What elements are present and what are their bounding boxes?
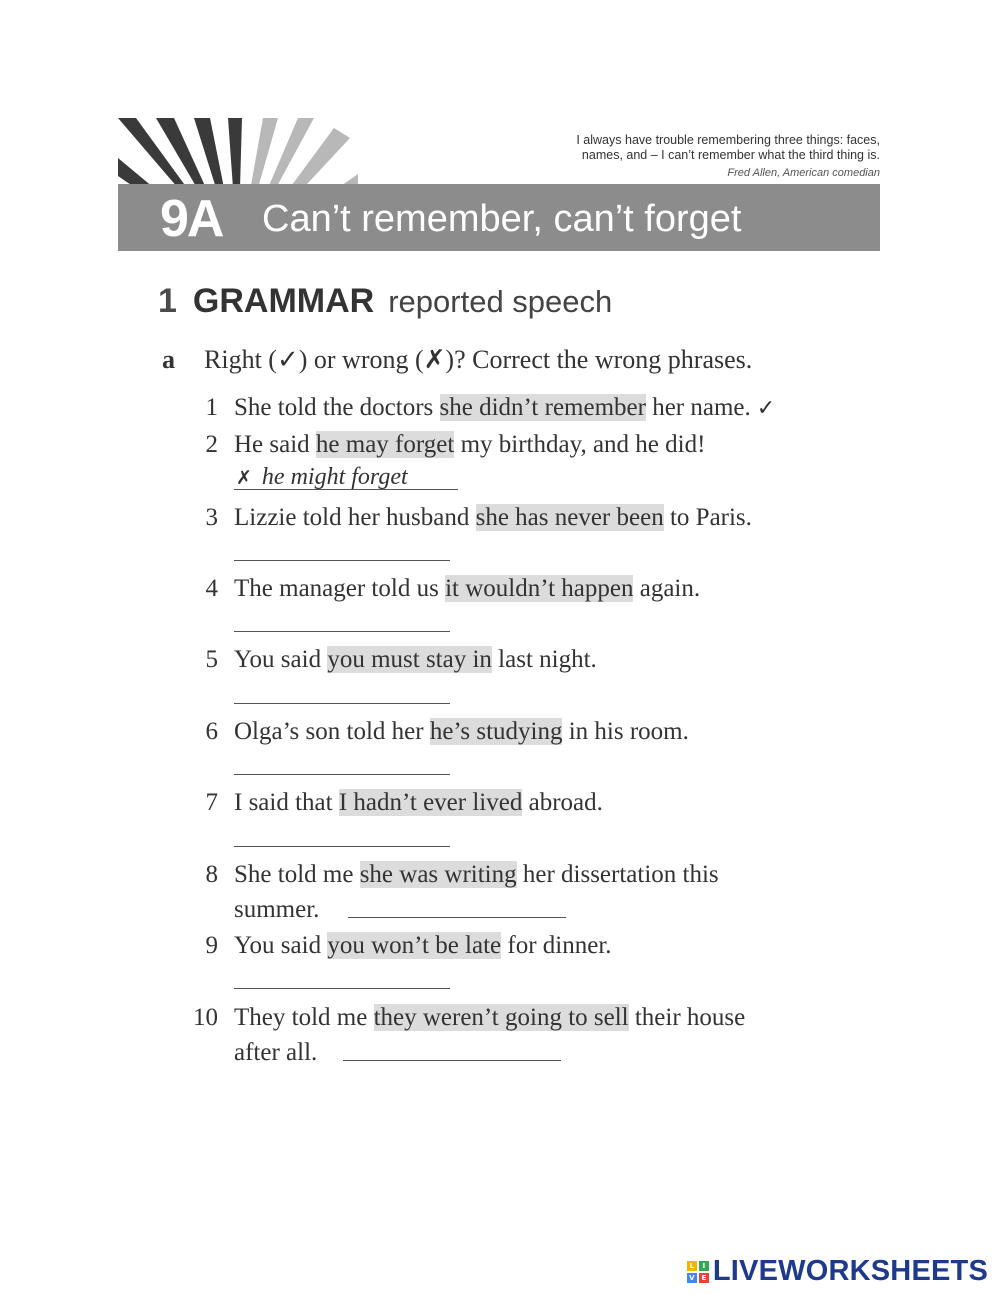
- exercise-item-9: [188, 929, 612, 963]
- item-number: 4: [205, 575, 218, 602]
- item-number: 7: [205, 789, 218, 816]
- answer-line-2: [234, 489, 458, 490]
- exercise-item-10: [188, 1001, 745, 1035]
- checkmark-icon: ✓: [756, 396, 776, 421]
- exercise-item-1: [188, 391, 775, 426]
- item-text-after: her name.: [645, 394, 751, 421]
- logo-text: LIVEWORKSHEETS: [712, 1255, 988, 1287]
- exercise-item-3: [188, 501, 752, 535]
- unit-title: Can’t remember, can’t forget: [262, 198, 742, 240]
- section-number: 1: [158, 282, 177, 320]
- liveworksheets-logo[interactable]: [687, 1255, 988, 1288]
- item-number: 5: [205, 646, 218, 673]
- answer-line-10[interactable]: [343, 1060, 561, 1061]
- quote-author: Fred Allen, American comedian: [727, 167, 880, 179]
- section-title: GRAMMAR: [192, 282, 375, 320]
- answer-text: he might forget: [261, 464, 408, 490]
- section-heading: [158, 282, 612, 321]
- exercise-item-5: [188, 643, 597, 677]
- item-text-after: again.: [633, 575, 701, 602]
- exercise-item-4: [188, 572, 700, 606]
- answer-field-2[interactable]: [236, 464, 408, 491]
- cross-icon: ✗: [236, 467, 252, 489]
- item-text-after: her dissertation this: [516, 861, 719, 888]
- item-text-after: in his room.: [562, 718, 689, 745]
- item-number: 9: [205, 932, 218, 959]
- instruction-letter: a: [162, 345, 175, 374]
- highlighted-phrase: he’s studying: [429, 718, 563, 745]
- quote-line-1: I always have trouble remembering three things: faces,: [576, 133, 880, 147]
- item-text-before: They told me: [234, 1004, 374, 1031]
- quote: [480, 133, 880, 181]
- item-text-after: to Paris.: [663, 504, 752, 531]
- exercise-item-8-line-2: summer.: [234, 896, 320, 923]
- item-text-before: You said: [234, 646, 328, 673]
- item-text-before: You said: [234, 932, 328, 959]
- exercise-item-2: [188, 428, 705, 462]
- logo-icon-tile: V: [687, 1273, 697, 1283]
- section-subtitle: reported speech: [388, 284, 613, 319]
- item-text-before: I said that: [234, 789, 339, 816]
- highlighted-phrase: she has never been: [475, 504, 664, 531]
- item-text-before: She told the doctors: [234, 394, 440, 421]
- item-text-before: Olga’s son told her: [234, 718, 430, 745]
- answer-line-5[interactable]: [234, 703, 450, 704]
- exercise-item-8: [188, 858, 719, 892]
- highlighted-phrase: you won’t be late: [327, 932, 502, 959]
- item-number: 6: [205, 718, 218, 745]
- item-text-before: Lizzie told her husband: [234, 504, 476, 531]
- item-number: 2: [205, 431, 218, 458]
- item-number: 1: [205, 394, 218, 421]
- exercise-item-7: [188, 786, 603, 820]
- item-text-before: She told me: [234, 861, 360, 888]
- highlighted-phrase: I hadn’t ever lived: [338, 789, 523, 816]
- answer-line-3[interactable]: [234, 560, 450, 561]
- item-text-after: last night.: [491, 646, 597, 673]
- item-number: 10: [193, 1004, 218, 1031]
- instruction-text: Right (✓) or wrong (✗)? Correct the wrong phrases.: [204, 345, 753, 374]
- highlighted-phrase: they weren’t going to sell: [373, 1004, 629, 1031]
- item-text-after: my birthday, and he did!: [454, 431, 706, 458]
- highlighted-phrase: he may forget: [315, 431, 455, 458]
- logo-icon-tile: I: [699, 1261, 709, 1271]
- answer-line-9[interactable]: [234, 988, 450, 989]
- item-text-after: their house: [628, 1004, 746, 1031]
- highlighted-phrase: she didn’t remember: [439, 394, 646, 421]
- item-text-after: abroad.: [522, 789, 603, 816]
- logo-icon-tile: E: [699, 1273, 709, 1283]
- item-number: 3: [205, 504, 218, 531]
- answer-line-6[interactable]: [234, 774, 450, 775]
- answer-line-7[interactable]: [234, 846, 450, 847]
- exercise-item-10-line-2: after all.: [234, 1039, 318, 1066]
- item-text-after: for dinner.: [501, 932, 612, 959]
- quote-line-2: names, and – I can’t remember what the third thing is.: [581, 148, 880, 162]
- exercise-item-6: [188, 715, 689, 749]
- item-text-before: The manager told us: [234, 575, 446, 602]
- answer-line-8[interactable]: [348, 917, 566, 918]
- item-text-before: He said: [234, 431, 316, 458]
- item-number: 8: [205, 861, 218, 888]
- highlighted-phrase: you must stay in: [327, 646, 492, 673]
- answer-line-4[interactable]: [234, 631, 450, 632]
- highlighted-phrase: she was writing: [359, 861, 517, 888]
- highlighted-phrase: it wouldn’t happen: [445, 575, 634, 602]
- logo-icon: [687, 1261, 709, 1283]
- unit-number: 9A: [160, 190, 223, 248]
- logo-icon-tile: L: [687, 1261, 697, 1271]
